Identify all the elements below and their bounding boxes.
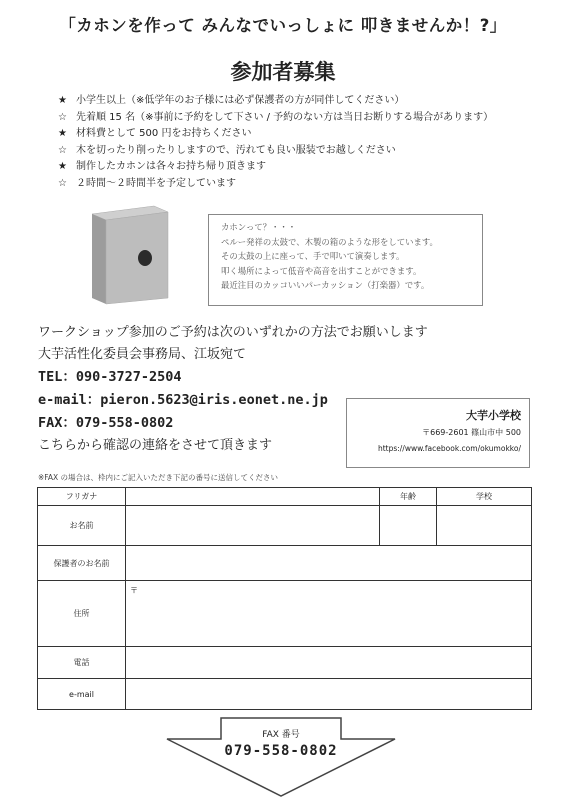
email-label: e-mail bbox=[38, 679, 126, 710]
school-address: 〒669-2601 篠山市中 500 bbox=[422, 428, 521, 437]
phone-label: 電話 bbox=[38, 647, 126, 679]
address-label: 住所 bbox=[38, 581, 126, 647]
contact-tel: TEL：090-3727-2504 bbox=[38, 369, 182, 385]
list-item bbox=[58, 110, 493, 127]
about-line: カホンって？・・・ bbox=[221, 222, 297, 232]
fax-note: ※FAX の場合は、枠内にご記入いただき下記の番号に送信してください bbox=[38, 473, 279, 482]
cajon-image bbox=[86, 200, 174, 308]
application-form bbox=[37, 487, 532, 710]
star-icon: ★ bbox=[58, 95, 67, 106]
age-label: 年齢 bbox=[380, 488, 437, 506]
about-line: その太鼓の上に座って、手で叩いて演奏します。 bbox=[221, 251, 405, 262]
guardian-field[interactable] bbox=[126, 546, 532, 581]
age-field[interactable] bbox=[380, 506, 437, 546]
about-line: 最近注目のカッコいいパーカッション（打楽器）です。 bbox=[221, 280, 430, 291]
reservation-intro: ワークショップ参加のご予約は次のいずれかの方法でお願いします bbox=[38, 325, 428, 340]
page-title: 「カホンを作って みんなでいっしょに 叩きませんか！?」 bbox=[59, 16, 507, 35]
list-item-text: ２時間～２時間半を予定しています bbox=[76, 177, 236, 189]
grade-field[interactable] bbox=[437, 506, 532, 546]
star-icon: ★ bbox=[58, 128, 67, 140]
confirm-note: こちらから確認の連絡をさせて頂きます bbox=[38, 438, 273, 453]
list-item-text: 制作したカホンは各々お持ち帰り頂きます bbox=[76, 161, 266, 173]
conditions-list bbox=[58, 93, 493, 193]
contact-email: e-mail：pieron.5623@iris.eonet.ne.jp bbox=[38, 392, 328, 408]
list-item bbox=[58, 93, 493, 110]
contact-fax: FAX：079-558-0802 bbox=[38, 415, 174, 431]
address-field[interactable] bbox=[126, 581, 532, 647]
star-outline-icon: ☆ bbox=[58, 111, 67, 123]
about-line: ペルー発祥の太鼓で、木製の箱のような形をしています。 bbox=[221, 236, 438, 247]
list-item-text: 材料費として 500 円をお持ちください bbox=[76, 128, 252, 140]
school-info-box bbox=[346, 398, 530, 468]
grade-label: 学校 bbox=[437, 488, 532, 506]
postal-mark: 〒 bbox=[130, 586, 138, 595]
phone-field[interactable] bbox=[126, 647, 532, 679]
star-outline-icon: ☆ bbox=[58, 144, 67, 156]
list-item bbox=[58, 176, 493, 193]
name-field[interactable] bbox=[126, 506, 380, 546]
fax-number-label: FAX 番号 bbox=[262, 730, 300, 740]
star-outline-icon: ☆ bbox=[58, 177, 67, 189]
list-item-text: 先着順 15 名（※事前に予約をして下さい / 予約のない方は当日お断りする場合があります） bbox=[76, 111, 494, 123]
about-line: 叩く場所によって低音や高音を出すことができます。 bbox=[221, 265, 422, 276]
list-item bbox=[58, 126, 493, 143]
star-icon: ★ bbox=[58, 161, 67, 173]
about-cajon-box bbox=[208, 214, 483, 306]
school-name: 大芋小学校 bbox=[466, 409, 521, 422]
school-url: https://www.facebook.com/okumokko/ bbox=[377, 444, 521, 453]
fax-number: 079-558-0802 bbox=[224, 743, 338, 759]
furigana-field[interactable] bbox=[126, 488, 380, 506]
list-item bbox=[58, 159, 493, 176]
guardian-label: 保護者のお名前 bbox=[38, 546, 126, 581]
addressee: 大芋活性化委員会事務局、江坂宛て bbox=[38, 347, 247, 362]
list-item-text: 木を切ったり削ったりしますので、汚れても良い服装でお越しください bbox=[76, 144, 396, 156]
list-item-text: 小学生以上（※低学年のお子様には必ず保護者の方が同伴してください） bbox=[76, 95, 405, 106]
list-item bbox=[58, 143, 493, 160]
email-field[interactable] bbox=[126, 679, 532, 710]
name-label: お名前 bbox=[38, 506, 126, 546]
page-subtitle: 参加者募集 bbox=[230, 60, 336, 84]
furigana-label: フリガナ bbox=[38, 488, 126, 506]
